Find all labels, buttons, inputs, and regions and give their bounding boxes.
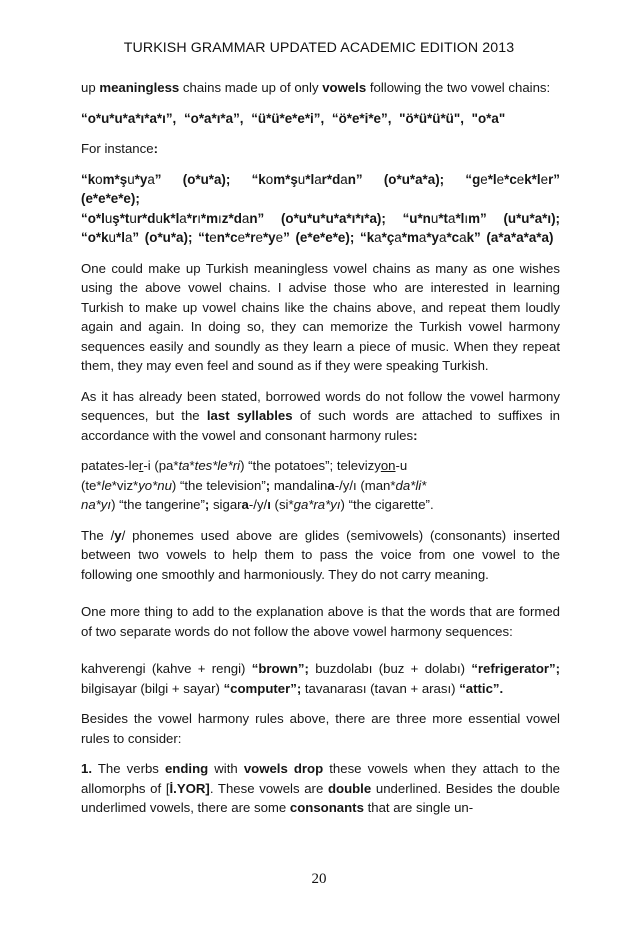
paragraph-rule-1: 1. The verbs ending with vowels drop these vowels when they attach to the allomorphs of [İ.YOR]. These vowels are double underlined. Besides the double underlimed vowels, there are some consonants that are single un- bbox=[81, 761, 560, 815]
compound-words-examples: kahverengi (kahve + rengi) “brown”; buzdolabı (buz + dolabı) “refrigerator”; bilgisayar (bilgi + sayar) “computer”; tavanarası (tavan + arası) “attic”. bbox=[81, 661, 560, 696]
paragraph-borrowed-words: As it has already been stated, borrowed words do not follow the vowel harmony sequences, but the last syllables of such words are attached to suffixes in accordance with the vowel and consonant harmony rules: bbox=[81, 388, 561, 443]
page-number: 20 bbox=[311, 871, 327, 887]
page-body bbox=[81, 78, 560, 818]
paragraph-chains-intro: up meaningless chains made up of only vowels following the two vowel chains: bbox=[81, 80, 551, 95]
paragraph-compound-words: One more thing to add to the explanation above is that the words that are formed of two separate words do not follow the above vowel harmony sequences: bbox=[81, 604, 560, 639]
vowel-chains-list: “o*u*u*a*ı*a*ı”, “o*a*ı*a”, “ü*ü*e*e*i”, “ö*e*i*e”, "ö*ü*ü*ü", "o*a" bbox=[81, 110, 506, 126]
for-instance-label: For instance: bbox=[81, 141, 158, 156]
example-line-2: “o*luş*tur*duk*la*rı*mız*dan” (o*u*u*u*a*ı*ı*a); “u*nu*ta*lım” (u*u*a*ı); bbox=[81, 210, 560, 226]
borrowed-words-examples: patates-ler-i (pa*ta*tes*le*ri) “the potatoes”; televizyon-u (te*le*viz*yo*nu) “the television”; mandalina-/y/ı (man*da*li* na*yı) “the tangerine”; sigara-/y/ı (si*ga*ra*yı) “the cigarette”. bbox=[81, 458, 434, 512]
paragraph-glides: The /y/ phonemes used above are glides (semivowels) (consonants) inserted between two vowels to help them to pass the voice from one vowel to the following one smoothly and harmoniously. They do not carry meaning. bbox=[81, 527, 560, 582]
example-line-3: “o*ku*la” (o*u*a); “ten*ce*re*ye” (e*e*e*e); “ka*ça*ma*ya*cak” (a*a*a*a*a) bbox=[81, 230, 554, 245]
running-header: TURKISH GRAMMAR UPDATED ACADEMIC EDITION 2013 bbox=[123, 40, 515, 56]
paragraph-practice: One could make up Turkish meaningless vowel chains as many as one wishes using the above vowel chains. I advise those who are interested in learning Turkish to make up vowel chains like the chains above, and repeat them loudly again and again. In doing so, they can memorize the Turkish vowel harmony sequences easily and soundly as they learn a piece of music. When they repeat them, they may even feel and sound as if they were speaking Turkish. bbox=[81, 260, 560, 373]
paragraph-besides: Besides the vowel harmony rules above, there are three more essential vowel rules to consider: bbox=[81, 711, 560, 746]
example-line-1: “kom*şu*ya” (o*u*a); “kom*şu*lar*dan” (o*u*a*a); “ge*le*cek*ler” (e*e*e*e); bbox=[81, 171, 560, 206]
